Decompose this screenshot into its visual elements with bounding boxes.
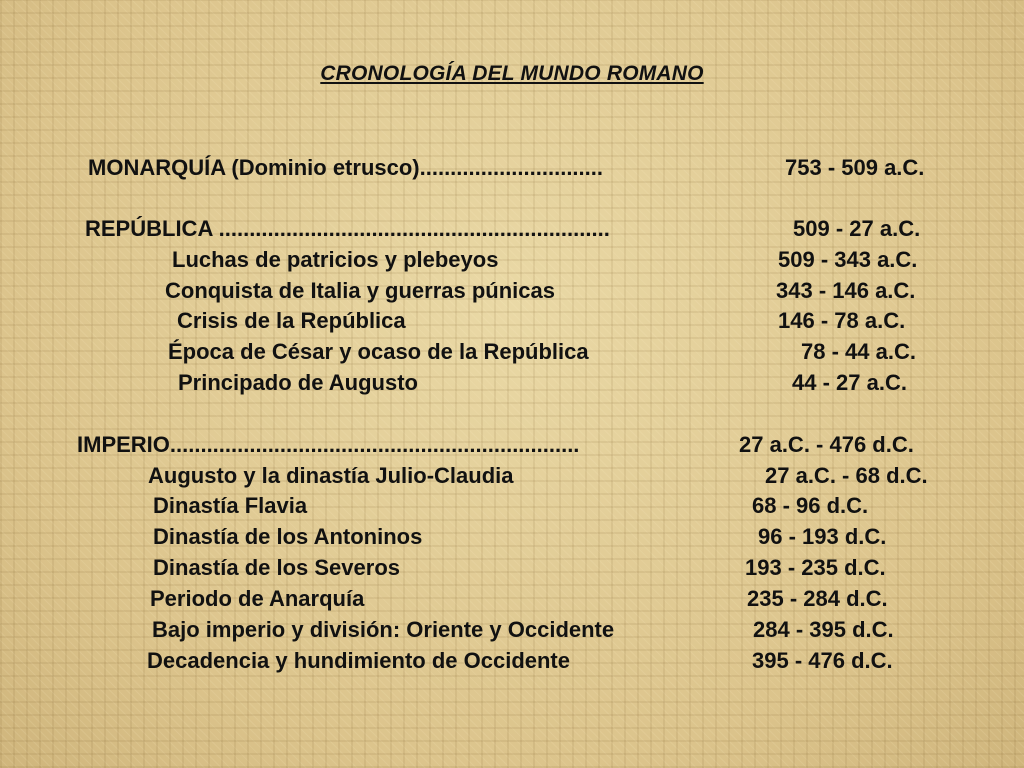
- subperiod-date: 78 - 44 a.C.: [801, 339, 916, 364]
- subperiod-label: Dinastía de los Antoninos: [153, 524, 423, 549]
- subperiod-label: Decadencia y hundimiento de Occidente: [147, 648, 570, 673]
- subperiod-date: 193 - 235 d.C.: [745, 555, 886, 580]
- subperiod-label: Principado de Augusto: [178, 370, 418, 395]
- subperiod-label: Época de César y ocaso de la República: [168, 339, 589, 364]
- subperiod-label: Dinastía de los Severos: [153, 555, 400, 580]
- subperiod-label: Bajo imperio y división: Oriente y Occidente: [152, 617, 615, 642]
- subperiod-label: Luchas de patricios y plebeyos: [172, 247, 499, 272]
- subperiod-label: Dinastía Flavia: [153, 493, 308, 518]
- subperiod-date: 146 - 78 a.C.: [778, 308, 906, 333]
- subperiod-date: 395 - 476 d.C.: [752, 648, 893, 673]
- subperiod-date: 284 - 395 d.C.: [753, 617, 894, 642]
- subperiod-date: 343 - 146 a.C.: [776, 278, 916, 303]
- subperiod-date: 509 - 343 a.C.: [778, 247, 918, 272]
- subperiod-date: 27 a.C. - 68 d.C.: [765, 463, 928, 488]
- period-date: 27 a.C. - 476 d.C.: [739, 432, 914, 457]
- period-label: REPÚBLICA ................................................................: [85, 216, 610, 241]
- subperiod-label: Augusto y la dinastía Julio-Claudia: [148, 463, 514, 488]
- subperiod-date: 235 - 284 d.C.: [747, 586, 888, 611]
- subperiod-label: Crisis de la República: [177, 308, 406, 333]
- subperiod-date: 68 - 96 d.C.: [752, 493, 869, 518]
- period-date: 753 - 509 a.C.: [785, 155, 925, 180]
- period-label: IMPERIO...................................................................: [77, 432, 580, 457]
- subperiod-label: Conquista de Italia y guerras púnicas: [165, 278, 555, 303]
- subperiod-date: 96 - 193 d.C.: [758, 524, 887, 549]
- period-label: MONARQUÍA (Dominio etrusco)..............................: [88, 155, 603, 180]
- period-date: 509 - 27 a.C.: [793, 216, 921, 241]
- page-title: CRONOLOGÍA DEL MUNDO ROMANO: [320, 62, 704, 85]
- subperiod-date: 44 - 27 a.C.: [792, 370, 907, 395]
- subperiod-label: Periodo de Anarquía: [150, 586, 365, 611]
